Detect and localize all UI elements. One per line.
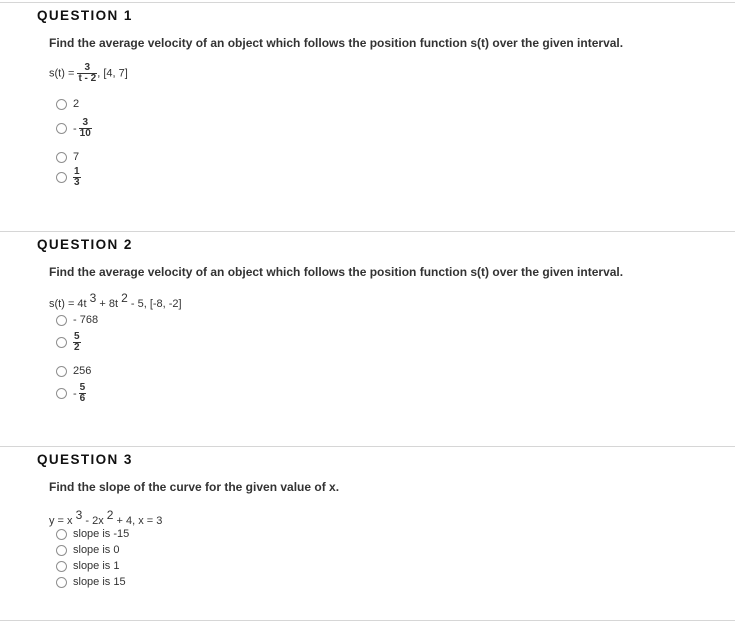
expression-exponent: 3 [89, 291, 97, 305]
radio-button[interactable] [56, 529, 67, 540]
expression-part: - 5, [-8, -2] [130, 298, 182, 310]
fraction-denominator: 10 [79, 128, 91, 139]
option-label: 2 [73, 98, 80, 110]
option-label: slope is 15 [73, 576, 126, 588]
fraction-numerator: 5 [79, 382, 86, 393]
divider [0, 446, 735, 447]
radio-button[interactable] [56, 561, 67, 572]
question-2-option-4[interactable] [56, 383, 86, 404]
fraction-numerator: 3 [82, 117, 89, 128]
radio-button[interactable] [56, 315, 67, 326]
question-1-option-4[interactable] [56, 167, 81, 188]
divider [0, 231, 735, 232]
expression-exponent: 2 [106, 508, 114, 522]
option-sign: - [73, 387, 77, 400]
expression-part: + 4, x = 3 [116, 515, 163, 527]
fraction-numerator: 5 [74, 331, 80, 342]
option-label: 256 [73, 365, 92, 377]
radio-button[interactable] [56, 366, 67, 377]
question-3-option-4[interactable] [56, 576, 126, 588]
option-label: slope is -15 [73, 528, 130, 540]
question-3-title: QUESTION 3 [37, 452, 133, 467]
question-2-prompt: Find the average velocity of an object which follows the position function s(t) over the given interval. [49, 265, 624, 279]
question-1-option-3[interactable] [56, 151, 79, 163]
radio-button[interactable] [56, 388, 67, 399]
expression-part: - 2x [85, 515, 104, 527]
question-3-option-1[interactable] [56, 528, 129, 540]
option-fraction [79, 383, 87, 404]
radio-button[interactable] [56, 152, 67, 163]
question-3-prompt: Find the slope of the curve for the given value of x. [49, 480, 340, 494]
radio-button[interactable] [56, 545, 67, 556]
option-fraction [73, 167, 81, 188]
option-label: slope is 0 [73, 544, 120, 556]
option-fraction [79, 118, 92, 139]
question-1-expression [49, 63, 128, 84]
question-2-title: QUESTION 2 [37, 237, 133, 252]
question-1-option-1[interactable] [56, 98, 79, 110]
expression-exponent: 3 [75, 508, 83, 522]
option-label: - 768 [73, 314, 99, 326]
expression-fraction [77, 63, 97, 84]
top-divider [0, 2, 735, 3]
expression-part: s(t) = 4t [49, 298, 87, 310]
expression-interval: , [4, 7] [97, 67, 128, 80]
fraction-denominator: 6 [79, 393, 86, 404]
fraction-denominator: 3 [74, 177, 80, 188]
option-label: 7 [73, 151, 80, 163]
question-1-prompt: Find the average velocity of an object which follows the position function s(t) over the given interval. [49, 36, 624, 50]
option-fraction [73, 332, 81, 353]
question-3-option-2[interactable] [56, 544, 119, 556]
question-2-option-2[interactable] [56, 332, 81, 353]
question-1-option-2[interactable] [56, 118, 92, 139]
expression-exponent: 2 [121, 291, 128, 305]
fraction-numerator: 3 [84, 62, 91, 73]
radio-button[interactable] [56, 123, 67, 134]
radio-button[interactable] [56, 577, 67, 588]
fraction-denominator: t - 2 [78, 73, 97, 84]
question-3-expression [49, 508, 163, 527]
question-2-option-1[interactable] [56, 314, 98, 326]
option-label: slope is 1 [73, 560, 120, 572]
question-2-option-3[interactable] [56, 365, 91, 377]
option-sign: - [73, 122, 77, 135]
radio-button[interactable] [56, 99, 67, 110]
fraction-numerator: 1 [74, 166, 80, 177]
expression-part: + 8t [99, 298, 119, 310]
expression-part: y = x [49, 515, 73, 527]
radio-button[interactable] [56, 337, 67, 348]
question-1-title: QUESTION 1 [37, 8, 133, 23]
bottom-divider [0, 620, 735, 621]
question-3-option-3[interactable] [56, 560, 119, 572]
radio-button[interactable] [56, 172, 67, 183]
question-2-expression [49, 291, 182, 310]
fraction-denominator: 2 [74, 342, 80, 353]
expression-prefix: s(t) = [49, 67, 75, 80]
